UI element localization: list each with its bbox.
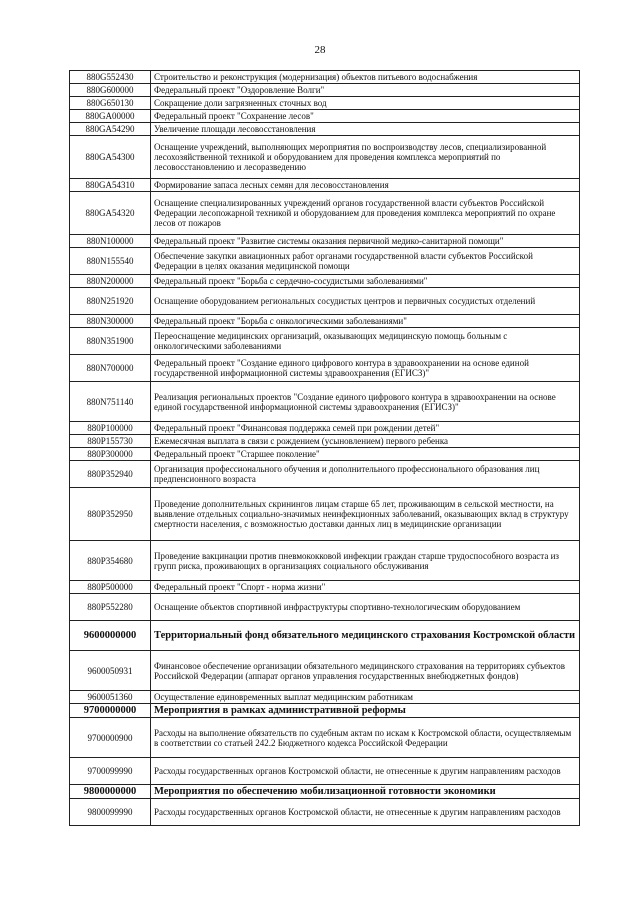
row-code: 9700000900 xyxy=(70,718,151,758)
table-row xyxy=(70,785,580,799)
row-code: 880N351900 xyxy=(70,328,151,355)
table-row xyxy=(70,758,580,785)
row-name: Оснащение объектов спортивной инфраструктуры спортивно-технологическим оборудованием xyxy=(151,594,580,621)
row-name: Федеральный проект "Спорт - норма жизни" xyxy=(151,581,580,594)
row-code: 880G650130 xyxy=(70,97,151,110)
row-name: Федеральный проект "Создание единого цифрового контура в здравоохранении на основе единой государственной информационной системы здравоохранения (ЕГИСЗ)" xyxy=(151,355,580,382)
row-name: Реализация региональных проектов "Создание единого цифрового контура в здравоохранении на основе единой государственной информационной системы здравоохранения (ЕГИСЗ)" xyxy=(151,382,580,422)
row-code: 880GA54300 xyxy=(70,136,151,179)
table-row xyxy=(70,136,580,179)
table-row xyxy=(70,382,580,422)
row-code: 880N700000 xyxy=(70,355,151,382)
row-code: 880P352940 xyxy=(70,461,151,488)
budget-codes-table xyxy=(69,70,580,826)
row-name: Федеральный проект "Борьба с сердечно-сосудистыми заболеваниями" xyxy=(151,275,580,288)
table-row xyxy=(70,691,580,704)
row-name: Расходы государственных органов Костромской области, не отнесенные к другим направлениям расходов xyxy=(151,758,580,785)
table-row xyxy=(70,422,580,435)
row-name: Ежемесячная выплата в связи с рождением (усыновлением) первого ребенка xyxy=(151,435,580,448)
row-code: 880P352950 xyxy=(70,488,151,541)
row-code: 880P155730 xyxy=(70,435,151,448)
row-code: 880GA54310 xyxy=(70,179,151,192)
table-row xyxy=(70,84,580,97)
row-name: Формирование запаса лесных семян для лесовосстановления xyxy=(151,179,580,192)
row-name: Организация профессионального обучения и дополнительного профессионального образования лиц предпенсионного возраста xyxy=(151,461,580,488)
row-name: Финансовое обеспечение организации обязательного медицинского страхования на территориях субъектов Российской Федерации (аппарат органов управления государственных внебюджетных фондов) xyxy=(151,651,580,691)
row-name: Мероприятия в рамках административной реформы xyxy=(151,704,580,718)
table-row xyxy=(70,275,580,288)
table-row xyxy=(70,288,580,315)
table-row xyxy=(70,594,580,621)
row-code: 880N251920 xyxy=(70,288,151,315)
table-row xyxy=(70,97,580,110)
table-row xyxy=(70,179,580,192)
row-code: 880GA54290 xyxy=(70,123,151,136)
row-name: Оснащение оборудованием региональных сосудистых центров и первичных сосудистых отделений xyxy=(151,288,580,315)
row-name: Обеспечение закупки авиационных работ органами государственной власти субъектов Российской Федерации в целях оказания медицинской помощи xyxy=(151,248,580,275)
row-code: 9600051360 xyxy=(70,691,151,704)
row-name: Строительство и реконструкция (модернизация) объектов питьевого водоснабжения xyxy=(151,71,580,84)
row-code: 880GA00000 xyxy=(70,110,151,123)
row-code: 880N100000 xyxy=(70,235,151,248)
table-row xyxy=(70,488,580,541)
row-code: 880G600000 xyxy=(70,84,151,97)
table-row xyxy=(70,461,580,488)
row-code: 880P500000 xyxy=(70,581,151,594)
row-name: Федеральный проект "Финансовая поддержка семей при рождении детей" xyxy=(151,422,580,435)
table-row xyxy=(70,435,580,448)
table-row xyxy=(70,248,580,275)
row-code: 880P100000 xyxy=(70,422,151,435)
row-code: 880G552430 xyxy=(70,71,151,84)
row-code: 9600050931 xyxy=(70,651,151,691)
row-code: 880GA54320 xyxy=(70,192,151,235)
table-row xyxy=(70,315,580,328)
row-code: 9800000000 xyxy=(70,785,151,799)
row-name: Федеральный проект "Старшее поколение" xyxy=(151,448,580,461)
row-code: 9700099990 xyxy=(70,758,151,785)
table-row xyxy=(70,355,580,382)
row-code: 9800099990 xyxy=(70,799,151,826)
row-code: 880N155540 xyxy=(70,248,151,275)
row-code: 880N751140 xyxy=(70,382,151,422)
row-code: 880N200000 xyxy=(70,275,151,288)
table-row xyxy=(70,718,580,758)
row-code: 880P354680 xyxy=(70,541,151,581)
row-code: 880P300000 xyxy=(70,448,151,461)
table-row xyxy=(70,192,580,235)
table-row xyxy=(70,448,580,461)
row-name: Переоснащение медицинских организаций, оказывающих медицинскую помощь больным с онкологическими заболеваниями xyxy=(151,328,580,355)
row-name: Федеральный проект "Оздоровление Волги" xyxy=(151,84,580,97)
table-row xyxy=(70,328,580,355)
row-name: Мероприятия по обеспечению мобилизационной готовности экономики xyxy=(151,785,580,799)
table-row xyxy=(70,235,580,248)
table-row xyxy=(70,541,580,581)
page-number: 28 xyxy=(314,44,326,56)
row-name: Сокращение доли загрязненных сточных вод xyxy=(151,97,580,110)
table-body xyxy=(70,71,580,826)
row-name: Оснащение специализированных учреждений органов государственной власти субъектов Российской Федерации лесопожарной техникой и оборудованием для проведения комплекса мероприятий по охране лесов от пожаров xyxy=(151,192,580,235)
row-code: 9700000000 xyxy=(70,704,151,718)
table-row xyxy=(70,799,580,826)
row-code: 9600000000 xyxy=(70,621,151,651)
row-name: Проведение дополнительных скринингов лицам старше 65 лет, проживающим в сельской местности, на выявление отдельных социально-значимых неинфекционных заболеваний, оказывающих вклад в структуру смертности населения, с возможностью доставки данных лиц в медицинские организации xyxy=(151,488,580,541)
row-name: Проведение вакцинации против пневмококковой инфекции граждан старше трудоспособного возраста из групп риска, проживающих в организациях социального обслуживания xyxy=(151,541,580,581)
row-name: Федеральный проект "Борьба с онкологическими заболеваниями" xyxy=(151,315,580,328)
row-name: Федеральный проект "Сохранение лесов" xyxy=(151,110,580,123)
table-row xyxy=(70,110,580,123)
row-name: Расходы на выполнение обязательств по судебным актам по искам к Костромской области, осуществляемым в соответствии со статьей 242.2 Бюджетного кодекса Российской Федерации xyxy=(151,718,580,758)
row-name: Оснащение учреждений, выполняющих мероприятия по воспроизводству лесов, специализированной лесохозяйственной техникой и оборудованием для проведения комплекса мероприятий по лесовосстановлению и лесоразведению xyxy=(151,136,580,179)
table-row xyxy=(70,651,580,691)
row-code: 880P552280 xyxy=(70,594,151,621)
row-code: 880N300000 xyxy=(70,315,151,328)
row-name: Осуществление единовременных выплат медицинским работникам xyxy=(151,691,580,704)
row-name: Территориальный фонд обязательного медицинского страхования Костромской области xyxy=(151,621,580,651)
row-name: Увеличение площади лесовосстановления xyxy=(151,123,580,136)
table-row xyxy=(70,71,580,84)
row-name: Расходы государственных органов Костромской области, не отнесенные к другим направлениям расходов xyxy=(151,799,580,826)
table-row xyxy=(70,123,580,136)
row-name: Федеральный проект "Развитие системы оказания первичной медико-санитарной помощи" xyxy=(151,235,580,248)
table-row xyxy=(70,581,580,594)
table-row xyxy=(70,621,580,651)
table-row xyxy=(70,704,580,718)
